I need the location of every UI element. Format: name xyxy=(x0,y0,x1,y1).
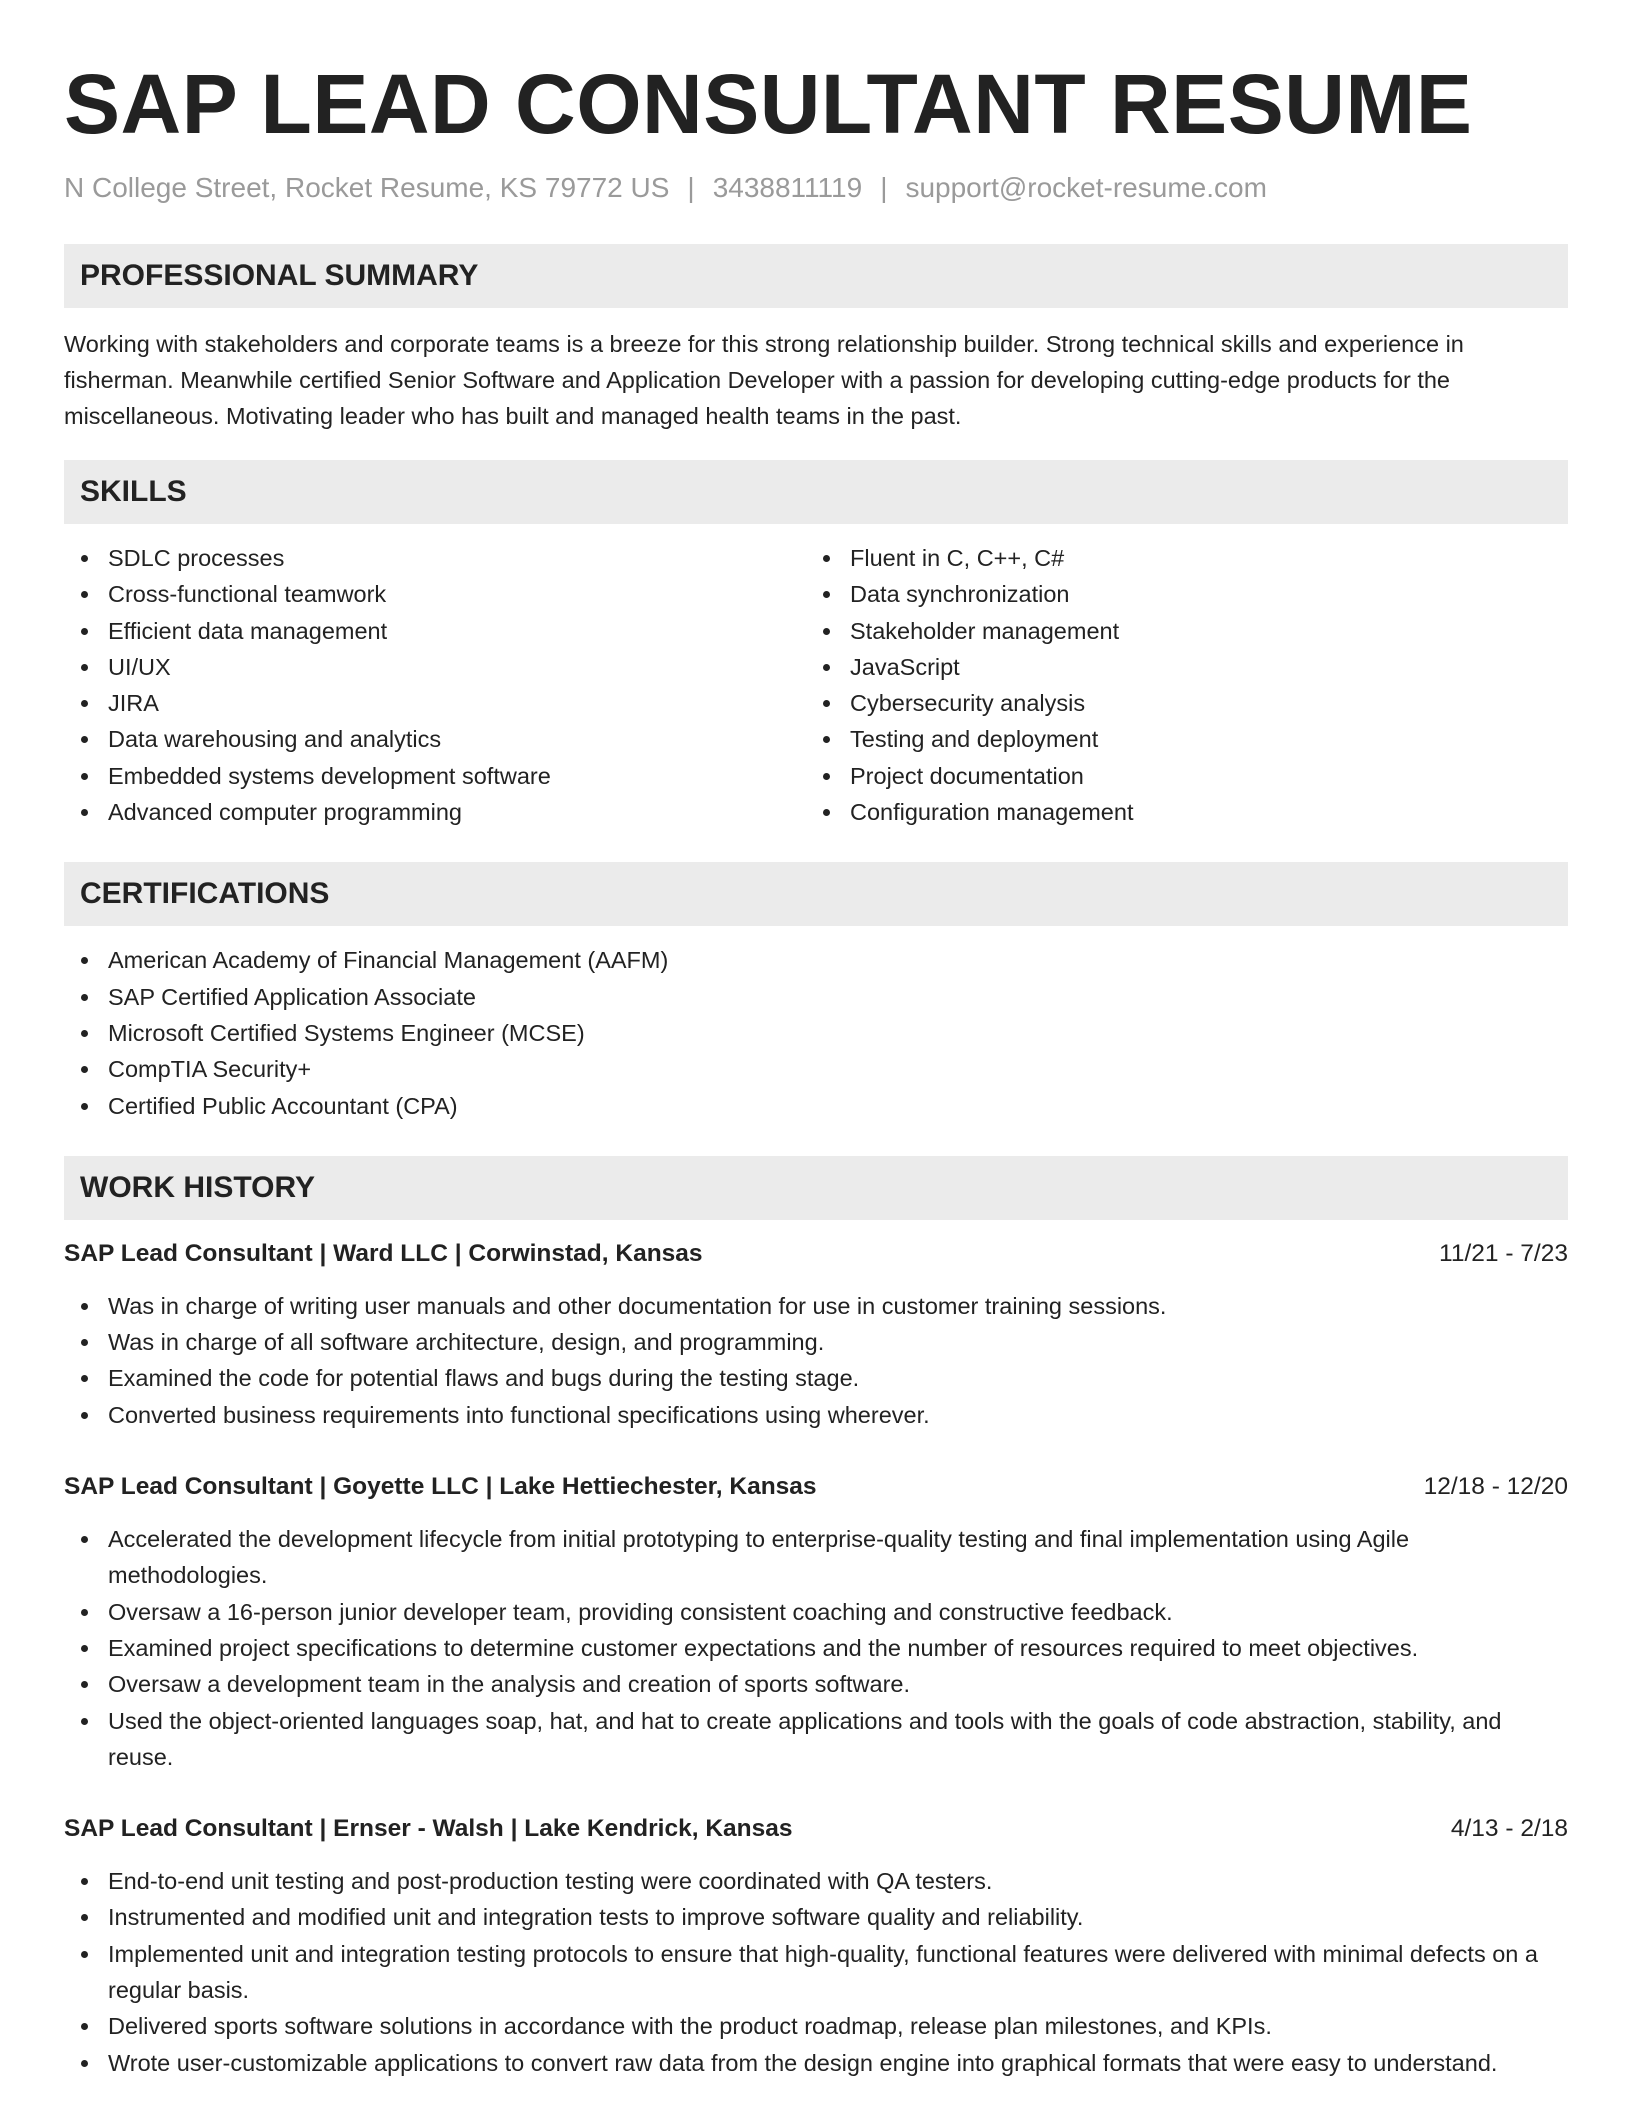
contact-separator: | xyxy=(687,172,695,203)
job-bullet: Accelerated the development lifecycle from initial prototyping to enterprise-quality testing and final implementation using Agile methodologies. xyxy=(64,1521,1568,1594)
job-bullet: Delivered sports software solutions in accordance with the product roadmap, release plan milestones, and KPIs. xyxy=(64,2008,1568,2044)
skill-item: Stakeholder management xyxy=(806,613,1548,649)
certification-item: Microsoft Certified Systems Engineer (MCSE) xyxy=(64,1015,1568,1051)
skills-list-left xyxy=(64,540,806,830)
job-bullet: Wrote user-customizable applications to convert raw data from the design engine into graphical formats that were easy to understand. xyxy=(64,2045,1568,2081)
certification-item: SAP Certified Application Associate xyxy=(64,979,1568,1015)
job-title: SAP Lead Consultant | Goyette LLC | Lake Hettiechester, Kansas xyxy=(64,1473,817,1501)
skill-item: Fluent in C, C++, C# xyxy=(806,540,1548,576)
job-dates: 4/13 - 2/18 xyxy=(1450,1815,1568,1843)
skill-item: Embedded systems development software xyxy=(64,758,806,794)
job-title: SAP Lead Consultant | Ernser - Walsh | Lake Kendrick, Kansas xyxy=(64,1815,793,1843)
skills-column-left xyxy=(64,540,806,830)
skill-item: Data synchronization xyxy=(806,576,1548,612)
job-entry xyxy=(64,1469,1568,1775)
job-dates: 11/21 - 7/23 xyxy=(1439,1239,1568,1267)
job-entry xyxy=(64,1811,1568,2081)
job-bullets xyxy=(64,1521,1568,1775)
phone: 3438811119 xyxy=(712,172,863,203)
skills-list-right xyxy=(806,540,1548,830)
email: support@rocket-resume.com xyxy=(905,172,1267,203)
section-header-work-history: WORK HISTORY xyxy=(64,1156,1568,1220)
job-header xyxy=(64,1811,1568,1847)
job-bullet: Examined project specifications to determine customer expectations and the number of resources required to meet objectives. xyxy=(64,1630,1568,1666)
job-bullet: Oversaw a 16-person junior developer team, providing consistent coaching and constructive feedback. xyxy=(64,1594,1568,1630)
skills-grid xyxy=(64,540,1568,830)
job-bullet: Instrumented and modified unit and integration tests to improve software quality and reliability. xyxy=(64,1899,1568,1935)
certification-item: Certified Public Accountant (CPA) xyxy=(64,1088,1568,1124)
skill-item: JavaScript xyxy=(806,649,1548,685)
skill-item: Advanced computer programming xyxy=(64,794,806,830)
skill-item: SDLC processes xyxy=(64,540,806,576)
skills-column-right xyxy=(806,540,1548,830)
skill-item: Data warehousing and analytics xyxy=(64,721,806,757)
job-header xyxy=(64,1236,1568,1272)
certification-item: CompTIA Security+ xyxy=(64,1051,1568,1087)
job-bullets xyxy=(64,1288,1568,1433)
job-bullet: Examined the code for potential flaws and bugs during the testing stage. xyxy=(64,1360,1568,1396)
job-entry xyxy=(64,1236,1568,1433)
skill-item: JIRA xyxy=(64,685,806,721)
summary-text: Working with stakeholders and corporate teams is a breeze for this strong relationship builder. Strong technical skills and experience in fisherman. Meanwhile certified Senior Software and Application Developer with a passion for developing cutting-edge products for the miscellaneous. Motivating leader who has built and managed health teams in the past. xyxy=(64,331,1464,429)
skill-item: Testing and deployment xyxy=(806,721,1548,757)
address: N College Street, Rocket Resume, KS 79772 US xyxy=(64,172,670,203)
section-header-skills: SKILLS xyxy=(64,460,1568,524)
job-header xyxy=(64,1469,1568,1505)
job-bullets xyxy=(64,1863,1568,2081)
job-dates: 12/18 - 12/20 xyxy=(1423,1473,1568,1501)
skill-item: Efficient data management xyxy=(64,613,806,649)
job-bullet: Was in charge of writing user manuals and other documentation for use in customer training sessions. xyxy=(64,1288,1568,1324)
job-title: SAP Lead Consultant | Ward LLC | Corwinstad, Kansas xyxy=(64,1239,703,1267)
job-bullet: End-to-end unit testing and post-production testing were coordinated with QA testers. xyxy=(64,1863,1568,1899)
skill-item: UI/UX xyxy=(64,649,806,685)
job-bullet: Was in charge of all software architecture, design, and programming. xyxy=(64,1324,1568,1360)
job-bullet: Implemented unit and integration testing protocols to ensure that high-quality, functional features were delivered with minimal defects on a regular basis. xyxy=(64,1936,1568,2009)
job-bullet: Converted business requirements into functional specifications using wherever. xyxy=(64,1397,1568,1433)
job-bullet: Oversaw a development team in the analysis and creation of sports software. xyxy=(64,1666,1568,1702)
skill-item: Cross-functional teamwork xyxy=(64,576,806,612)
job-bullet: Used the object-oriented languages soap, hat, and hat to create applications and tools with the goals of code abstraction, stability, and reuse. xyxy=(64,1703,1568,1776)
section-header-certifications: CERTIFICATIONS xyxy=(64,862,1568,926)
contact-separator: | xyxy=(880,172,888,203)
section-header-summary: PROFESSIONAL SUMMARY xyxy=(64,244,1568,308)
contact-line xyxy=(64,168,1568,208)
skill-item: Configuration management xyxy=(806,794,1548,830)
resume-page xyxy=(64,52,1568,2081)
skill-item: Cybersecurity analysis xyxy=(806,685,1548,721)
resume-title: SAP LEAD CONSULTANT RESUME xyxy=(64,57,1473,151)
skill-item: Project documentation xyxy=(806,758,1548,794)
certification-item: American Academy of Financial Management (AAFM) xyxy=(64,942,1568,978)
certifications-list xyxy=(64,942,1568,1123)
